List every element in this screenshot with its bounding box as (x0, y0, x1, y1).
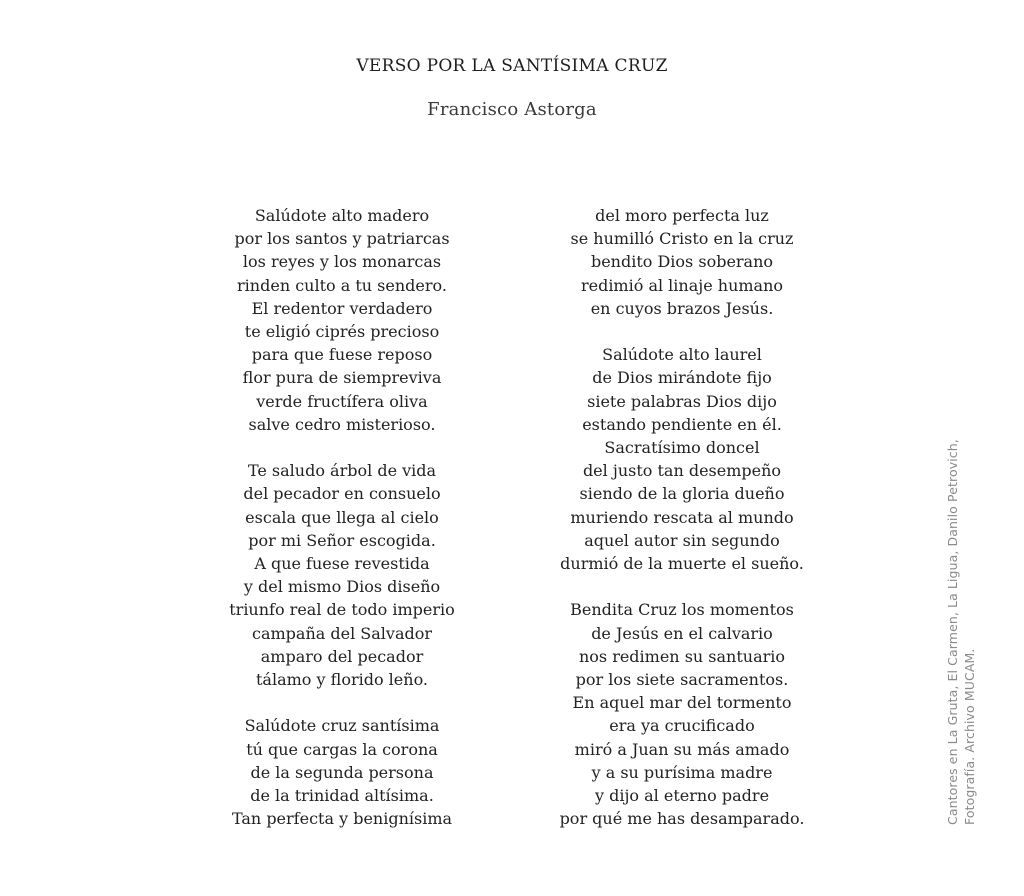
verse-line: Salúdote alto madero (254, 206, 430, 225)
photo-caption (944, 439, 978, 825)
verse-line: se humilló Cristo en la cruz (570, 229, 794, 249)
verse-line: siendo de la gloria dueño (579, 484, 785, 504)
verse-line: tálamo y florido leño. (256, 670, 428, 690)
verse-line: del justo tan desempeño (582, 461, 782, 481)
verse-line: El redentor verdadero (251, 298, 433, 318)
verse-line: en cuyos brazos Jesús. (590, 298, 774, 318)
verse-line: flor pura de siempreviva (242, 368, 442, 388)
verse-line: por los santos y patriarcas (234, 229, 450, 249)
verse-line: de la segunda persona (250, 762, 434, 782)
verse-line: para que fuese reposo (251, 345, 433, 365)
verse-line: A que fuese revestida (254, 554, 430, 574)
stanza (192, 714, 492, 830)
verse-line: triunfo real de todo imperio (229, 600, 455, 620)
verse-line: te eligió ciprés precioso (244, 322, 440, 342)
verse-line: del pecador en consuelo (243, 484, 441, 504)
stanza (192, 204, 492, 436)
stanza (192, 459, 492, 691)
caption-line-1: Cantores en La Gruta, El Carmen, La Ligua, Danilo Petrovich, (945, 439, 960, 825)
verse-line: del moro perfecta luz (595, 206, 769, 225)
verse-line: bendito Dios soberano (590, 252, 774, 272)
verse-line: muriendo rescata al mundo (570, 507, 794, 527)
verse-line: verde fructífera oliva (256, 391, 428, 411)
verse-line: redimió al linaje humano (580, 275, 784, 295)
verse-line: Sacratísimo doncel (604, 438, 760, 458)
verse-line: estando pendiente en él. (582, 414, 782, 434)
verse-line: por qué me has desamparado. (559, 809, 805, 829)
verse-line: y del mismo Dios diseño (243, 577, 441, 597)
verse-line: amparo del pecador (260, 646, 424, 666)
verse-line: nos redimen su santuario (578, 646, 786, 666)
stanza (532, 343, 832, 575)
stanza (532, 598, 832, 830)
verse-line: rinden culto a tu sendero. (237, 275, 447, 295)
verse-line: aquel autor sin segundo (584, 530, 780, 550)
verse-line: de Jesús en el calvario (591, 623, 773, 643)
verse-line: era ya crucificado (609, 716, 755, 736)
verse-line: por mi Señor escogida. (248, 530, 436, 550)
verse-line: escala que llega al cielo (245, 507, 439, 527)
poem-column-left (192, 204, 492, 830)
verse-line: los reyes y los monarcas (242, 252, 442, 272)
verse-line: salve cedro misterioso. (248, 414, 436, 434)
verse-line: de Dios mirándote fijo (592, 368, 772, 388)
verse-line: y dijo al eterno padre (594, 786, 770, 806)
verse-line: y a su purísima madre (591, 762, 773, 782)
verse-line: miró a Juan su más amado (574, 739, 790, 759)
verse-line: tú que cargas la corona (246, 739, 438, 759)
verse-line: Salúdote alto laurel (602, 345, 762, 365)
verse-line: Te saludo árbol de vida (247, 461, 437, 481)
verse-line: Salúdote cruz santísima (244, 716, 440, 736)
verse-line: Tan perfecta y benignísima (231, 809, 453, 829)
stanza (532, 204, 832, 320)
poem-title: VERSO POR LA SANTÍSIMA CRUZ (356, 56, 668, 76)
verse-line: por los siete sacramentos. (575, 670, 789, 690)
verse-line: de la trinidad altísima. (250, 786, 434, 806)
poem-author: Francisco Astorga (427, 99, 597, 120)
verse-line: Bendita Cruz los momentos (570, 600, 794, 620)
verse-line: siete palabras Dios dijo (587, 391, 777, 411)
poem-column-right (532, 204, 832, 830)
verse-line: En aquel mar del tormento (572, 693, 792, 713)
caption-line-2: Fotografía. Archivo MUCAM. (962, 648, 977, 825)
verse-line: campaña del Salvador (251, 623, 432, 643)
verse-line: durmió de la muerte el sueño. (560, 554, 804, 574)
